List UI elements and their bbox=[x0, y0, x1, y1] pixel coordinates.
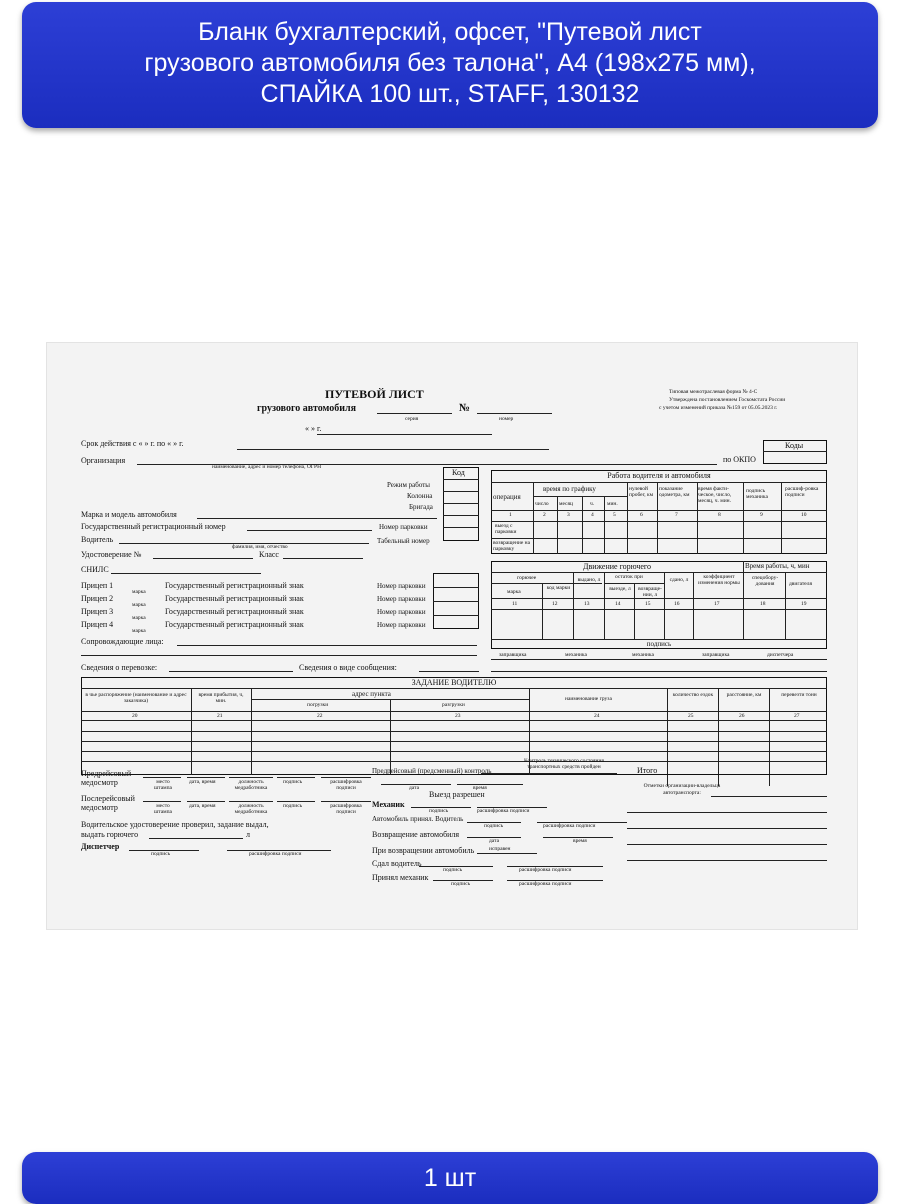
fuel-fuel: горючее bbox=[517, 575, 537, 581]
fuel-on-return: возвраще-нии, л bbox=[638, 586, 662, 598]
work-num-9: 9 bbox=[760, 512, 763, 518]
sched-month: месяц bbox=[559, 501, 573, 507]
codes-label: Коды bbox=[785, 441, 804, 450]
fuel-signatures: подпись bbox=[646, 640, 672, 648]
comm-type-label: Сведения о виде сообщения: bbox=[299, 663, 397, 672]
dispatcher-label: Диспетчер bbox=[81, 842, 120, 851]
validity-line: Срок действия с « » г. по « » г. bbox=[81, 439, 184, 448]
sign-mechanic-1: механика bbox=[565, 652, 587, 658]
kod-label: Код bbox=[452, 468, 465, 477]
work-num-5: 5 bbox=[613, 512, 616, 518]
quantity-banner bbox=[22, 1152, 878, 1204]
tab-number-label: Табельный номер bbox=[377, 537, 430, 545]
mechanic-decode-sub: расшифровка подписи bbox=[477, 808, 530, 814]
task-disposal: в чье распоряжение (наименование и адрес заказчика) bbox=[85, 692, 187, 704]
banner-line-2: грузового автомобиля без талона", А4 (198х275 мм), bbox=[144, 49, 756, 77]
trailer-reg-2: Государственный регистрационный знак bbox=[165, 594, 304, 603]
task-num-27: 27 bbox=[794, 713, 800, 719]
task-distance: расстояние, км bbox=[726, 692, 762, 698]
liters-label: л bbox=[246, 830, 250, 839]
trailer-parking-2: Номер парковки bbox=[377, 595, 426, 603]
work-num-7: 7 bbox=[675, 512, 678, 518]
task-tons: перевезти тонн bbox=[781, 692, 817, 698]
trailer-parking-4: Номер парковки bbox=[377, 621, 426, 629]
task-num-26: 26 bbox=[739, 713, 745, 719]
trailer-reg-4: Государственный регистрационный знак bbox=[165, 620, 304, 629]
fuel-handed: сдано, л bbox=[669, 577, 689, 583]
task-num-22: 22 bbox=[317, 713, 323, 719]
trailer-parking-3: Номер парковки bbox=[377, 608, 426, 616]
work-return: возвращение на парковку bbox=[493, 540, 531, 552]
mech-decode-sub: расшифровка подписи bbox=[519, 881, 572, 887]
control-date-sub: дата bbox=[409, 785, 420, 791]
ok-sub: исправен bbox=[489, 846, 511, 852]
work-exit: выезд с парковки bbox=[495, 523, 517, 535]
pre-med-sub-5: расшифровка подписи bbox=[330, 779, 362, 791]
fuel-title: Движение горючего bbox=[582, 562, 651, 571]
trailer-reg-3: Государственный регистрационный знак bbox=[165, 607, 304, 616]
date-line: « » г. bbox=[305, 424, 322, 433]
work-decode: расшиф-ровка подписи bbox=[785, 486, 819, 498]
give-fuel-label: выдать горючего bbox=[81, 830, 139, 839]
trailer-reg-1: Государственный регистрационный знак bbox=[165, 581, 304, 590]
fuel-special: спецобору-дования bbox=[751, 575, 779, 587]
accepted-sign-sub: подпись bbox=[484, 823, 504, 829]
dispatcher-decode-sub: расшифровка подписи bbox=[249, 851, 302, 857]
mechanic-label: Механик bbox=[372, 800, 405, 809]
brigade-label: Бригада bbox=[409, 503, 433, 511]
fuel-num-11: 11 bbox=[512, 601, 518, 607]
sign-mechanic-2: механика bbox=[632, 652, 654, 658]
organization-sub: наименование, адрес и номер телефона, ОГРН bbox=[212, 464, 322, 470]
class-label: Класс bbox=[259, 550, 279, 559]
waybill-form bbox=[46, 342, 858, 930]
header-right-3: с учетом изменений приказа №159 от 05.05.2023 г. bbox=[659, 405, 778, 411]
work-zero-run: нулевой пробег, км bbox=[629, 486, 654, 498]
license-label: Удостоверение № bbox=[81, 550, 142, 559]
return-time-sub: время bbox=[573, 838, 587, 844]
task-num-23: 23 bbox=[455, 713, 461, 719]
on-return-label: При возвращении автомобиль bbox=[372, 846, 475, 855]
accepted-decode-sub: расшифровка подписи bbox=[543, 823, 596, 829]
post-med-sub-3: должность медработника bbox=[234, 803, 268, 815]
banner-line-1: Бланк бухгалтерский, офсет, "Путевой лист bbox=[198, 18, 702, 46]
fuel-issued: выдано, л bbox=[577, 577, 601, 583]
task-arrival: время прибытия, ч, мин. bbox=[198, 692, 244, 704]
post-med-sub-4: подпись bbox=[283, 803, 303, 809]
driver-label: Водитель bbox=[81, 535, 114, 544]
post-med-label: Послерейсовый медосмотр bbox=[81, 794, 135, 812]
header-right-1: Типовая межотраслевая форма № 4-С bbox=[669, 389, 758, 395]
work-mode-label: Режим работы bbox=[387, 481, 431, 489]
fuel-coef: коэффициент изменения нормы bbox=[698, 574, 740, 586]
sched-hour: ч. bbox=[590, 501, 595, 507]
task-cargo: наименование груза bbox=[565, 696, 612, 702]
work-num-4: 4 bbox=[591, 512, 594, 518]
parking-label: Номер парковки bbox=[379, 523, 428, 531]
work-operation: операция bbox=[493, 493, 521, 501]
work-signature: подпись механика bbox=[746, 488, 768, 500]
okpo-label: по ОКПО bbox=[723, 455, 756, 464]
dispatcher-sign-sub: подпись bbox=[151, 851, 171, 857]
title-banner bbox=[22, 2, 878, 128]
fuel-num-14: 14 bbox=[615, 601, 621, 607]
task-title: ЗАДАНИЕ ВОДИТЕЛЮ bbox=[411, 678, 497, 687]
number-label: № bbox=[459, 402, 471, 414]
fuel-code: код марки bbox=[546, 585, 571, 591]
fio-sub: фамилия, имя, отчество bbox=[232, 544, 288, 550]
form-title: ПУТЕВОЙ ЛИСТ bbox=[325, 387, 424, 401]
return-date-sub: дата bbox=[489, 838, 500, 844]
work-num-2: 2 bbox=[543, 512, 546, 518]
control-time-sub: время bbox=[473, 785, 487, 791]
task-unloading: разгрузки bbox=[442, 702, 465, 708]
pre-med-sub-1: место штампа bbox=[153, 779, 172, 791]
handed-decode-sub: расшифровка подписи bbox=[519, 867, 572, 873]
trailer-2-label: Прицеп 2 bbox=[81, 594, 114, 603]
task-total-box bbox=[667, 761, 827, 775]
exit-allowed: Выезд разрешен bbox=[429, 790, 485, 799]
fuel-num-17: 17 bbox=[714, 601, 720, 607]
column-label: Колонна bbox=[407, 492, 433, 500]
series-sub: серия bbox=[405, 416, 419, 422]
post-med-sub-1: место штампа bbox=[153, 803, 172, 815]
fuel-remain: остаток при bbox=[615, 574, 643, 580]
task-num-21: 21 bbox=[217, 713, 223, 719]
task-loading: погрузки bbox=[307, 702, 329, 708]
fuel-worktime: Время работы, ч, мин bbox=[745, 562, 810, 570]
task-total: Итого bbox=[637, 766, 658, 775]
trailer-parking-1: Номер парковки bbox=[377, 582, 426, 590]
work-num-1: 1 bbox=[509, 512, 512, 518]
task-address: адрес пункта bbox=[352, 690, 391, 698]
task-num-25: 25 bbox=[688, 713, 694, 719]
driver-cert-label: Водительское удостоверение проверил, задание выдал, bbox=[81, 820, 269, 829]
fuel-num-13: 13 bbox=[584, 601, 590, 607]
snils-label: СНИЛС bbox=[81, 565, 109, 574]
sched-min: мин. bbox=[607, 501, 618, 507]
fuel-num-16: 16 bbox=[674, 601, 680, 607]
owner-marks: Отметки организации-владельца автотранспорта: bbox=[643, 783, 721, 796]
fuel-num-19: 19 bbox=[801, 601, 807, 607]
number-sub: номер bbox=[499, 416, 514, 422]
fuel-num-15: 15 bbox=[645, 601, 651, 607]
fuel-num-18: 18 bbox=[760, 601, 766, 607]
post-med-sub-5: расшифровка подписи bbox=[330, 803, 362, 815]
task-num-20: 20 bbox=[132, 713, 138, 719]
task-trips: количество ездок bbox=[672, 692, 714, 698]
trailer-marka-2: марка bbox=[132, 602, 146, 608]
quantity-label: 1 шт bbox=[423, 1164, 477, 1192]
sign-dispatcher: диспетчера bbox=[767, 652, 794, 658]
pre-med-sub-3: должность медработника bbox=[234, 779, 268, 791]
organization-label: Организация bbox=[81, 456, 126, 465]
banner-line-3: СПАЙКА 100 шт., STAFF, 130132 bbox=[260, 80, 640, 108]
fuel-on-exit: выезде, л bbox=[609, 586, 631, 592]
reg-number-label: Государственный регистрационный номер bbox=[81, 522, 226, 531]
pre-med-label: Предрейсовый медосмотр bbox=[81, 769, 132, 787]
pre-med-sub-2: дата, время bbox=[189, 779, 216, 785]
trailer-marka-4: марка bbox=[132, 628, 146, 634]
trailer-1-label: Прицеп 1 bbox=[81, 581, 114, 590]
mechanic-sign-sub: подпись bbox=[429, 808, 449, 814]
work-actual: время факти-ческое, число, месяц, ч. мин. bbox=[698, 486, 732, 504]
work-num-3: 3 bbox=[567, 512, 570, 518]
fuel-num-12: 12 bbox=[552, 601, 558, 607]
handed-sign-sub: подпись bbox=[443, 867, 463, 873]
tech-control: Контроль технического состояния транспортных средств пройден bbox=[524, 758, 604, 770]
fuel-engine: двигателя bbox=[789, 581, 813, 587]
work-odometer: показание одометра, км bbox=[659, 486, 690, 498]
trailer-marka-3: марка bbox=[132, 615, 146, 621]
trailer-marka-1: марка bbox=[132, 589, 146, 595]
mech-sign-sub: подпись bbox=[451, 881, 471, 887]
sched-day: число bbox=[535, 501, 549, 507]
trailer-4-label: Прицеп 4 bbox=[81, 620, 114, 629]
car-return-label: Возвращение автомобиля bbox=[372, 830, 460, 839]
handed-driver-label: Сдал водитель bbox=[372, 859, 422, 868]
post-med-sub-2: дата, время bbox=[189, 803, 216, 809]
escort-label: Сопровождающие лица: bbox=[81, 637, 164, 646]
trailer-3-label: Прицеп 3 bbox=[81, 607, 114, 616]
carrier-label: Сведения о перевозке: bbox=[81, 663, 158, 672]
form-subtitle: грузового автомобиля bbox=[257, 403, 357, 414]
work-num-6: 6 bbox=[640, 512, 643, 518]
work-num-8: 8 bbox=[718, 512, 721, 518]
pre-control-label: Предрейсовый (предсменный) контроль bbox=[372, 767, 492, 775]
car-brand-label: Марка и модель автомобиля bbox=[81, 510, 177, 519]
sign-fueler-2: заправщика bbox=[702, 652, 730, 658]
fuel-marka: марка bbox=[507, 589, 521, 595]
work-num-10: 10 bbox=[801, 512, 807, 518]
work-title: Работа водителя и автомобиля bbox=[607, 471, 711, 480]
work-schedule: время по графику bbox=[543, 485, 596, 493]
sign-fueler-1: заправщика bbox=[499, 652, 527, 658]
pre-med-sub-4: подпись bbox=[283, 779, 303, 785]
header-right-2: Утверждена постановлением Госкомстата России bbox=[669, 397, 786, 403]
car-accepted-label: Автомобиль принял. Водитель bbox=[372, 815, 464, 823]
task-num-24: 24 bbox=[594, 713, 600, 719]
accepted-mech-label: Принял механик bbox=[372, 873, 429, 882]
